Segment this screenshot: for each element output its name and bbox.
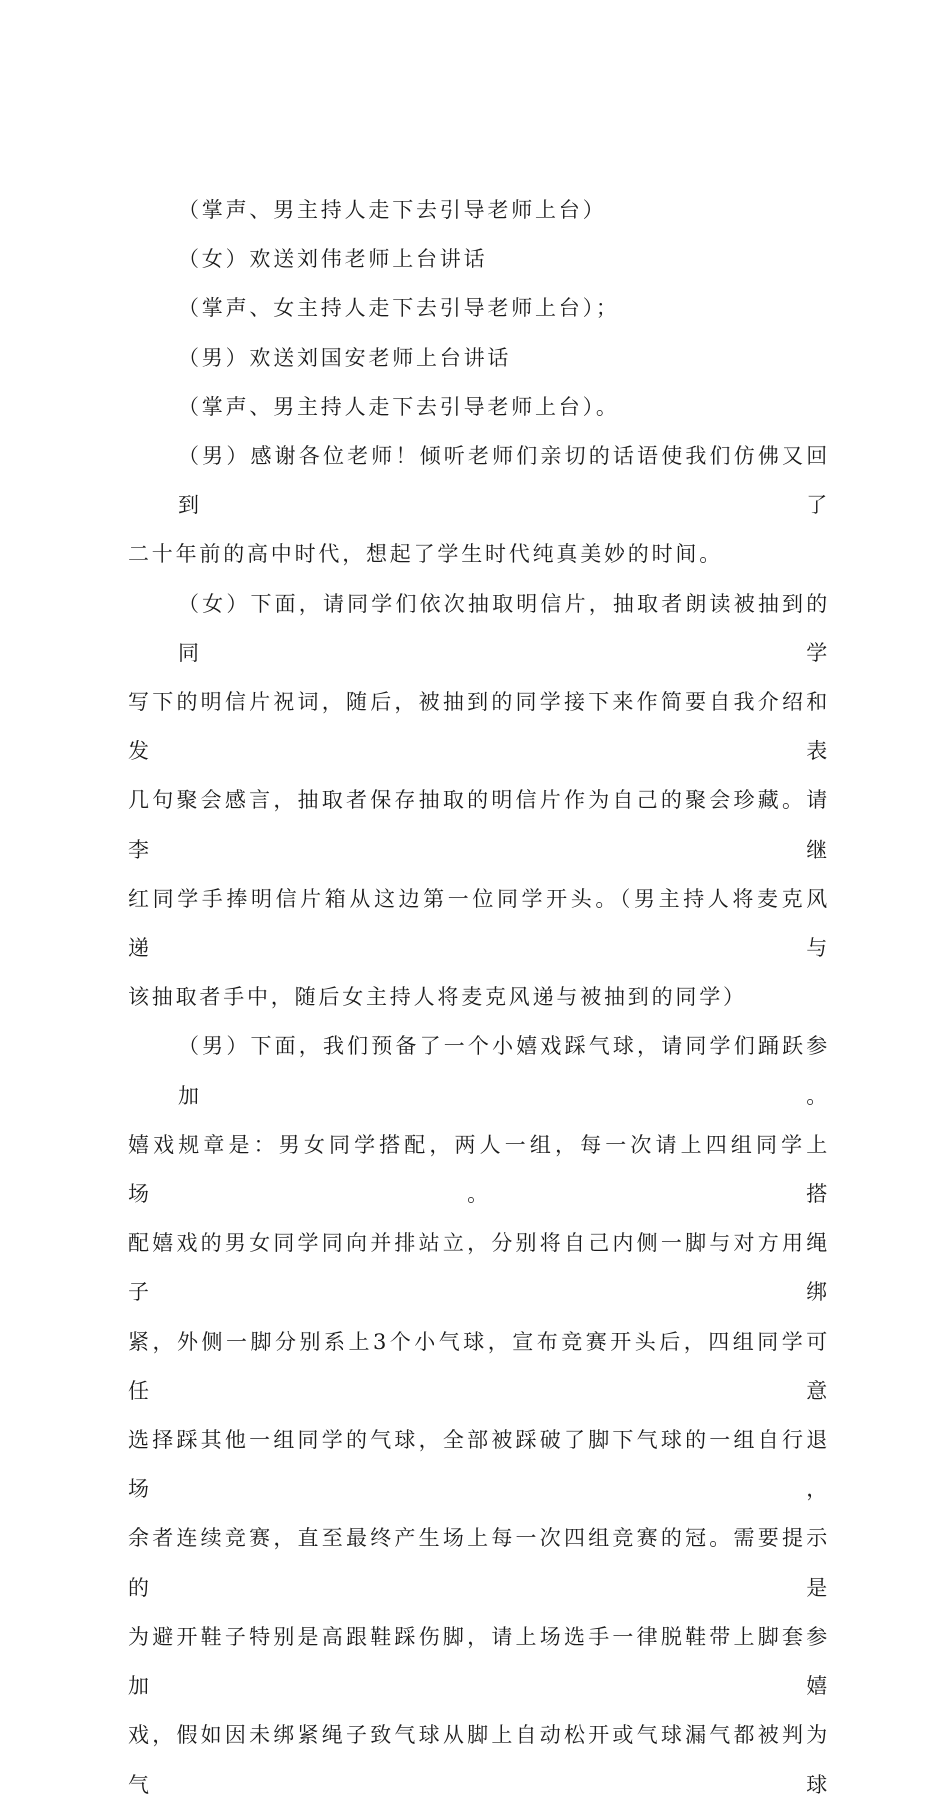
paragraph-line: 写下的明信片祝词，随后，被抽到的同学接下来作简要自我介绍和发表: [128, 690, 830, 764]
paragraph-line: 该抽取者手中，随后女主持人将麦克风递与被抽到的同学）: [128, 985, 747, 1010]
paragraph-line: 戏，假如因未绑紧绳子致气球从脚上自动松开或气球漏气都被判为气球: [128, 1723, 830, 1797]
paragraph-line: 红同学手捧明信片箱从这边第一位同学开头。（男主持人将麦克风递与: [128, 886, 830, 961]
document-page: [128, 186, 830, 1810]
dialogue-line: （女）欢送刘伟老师上台讲话: [178, 247, 488, 272]
paragraph-line: 余者连续竞赛，直至最终产生场上每一次四组竞赛的冠。需要提示的是: [128, 1526, 830, 1600]
paragraph-line: 紧，外侧一脚分别系上3个小气球，宣布竞赛开头后，四组同学可任意: [128, 1329, 830, 1403]
paragraph-line: 二十年前的高中时代，想起了学生时代纯真美妙的时间。: [128, 542, 723, 567]
stage-direction-line: （掌声、男主持人走下去引导老师上台）: [178, 198, 607, 222]
paragraph-line: 配嬉戏的男女同学同向并排站立，分别将自己内侧一脚与对方用绳子绑: [128, 1231, 830, 1305]
paragraph-line: 几句聚会感言，抽取者保存抽取的明信片作为自己的聚会珍藏。请李继: [128, 788, 830, 862]
paragraph-line: （男）感谢各位老师！倾听老师们亲切的话语使我们仿佛又回到了: [178, 444, 830, 518]
paragraph-line: （男）下面，我们预备了一个小嬉戏踩气球，请同学们踊跃参加。: [178, 1034, 830, 1108]
paragraph-line: 选择踩其他一组同学的气球，全部被踩破了脚下气球的一组自行退场，: [128, 1428, 830, 1502]
stage-direction-line: （掌声、女主持人走下去引导老师上台）；: [178, 296, 620, 321]
paragraph-line: （女）下面，请同学们依次抽取明信片，抽取者朗读被抽到的同学: [178, 591, 830, 665]
paragraph-line: 嬉戏规章是：男女同学搭配，两人一组，每一次请上四组同学上场。搭: [128, 1132, 830, 1207]
paragraph-line: 为避开鞋子特别是高跟鞋踩伤脚，请上场选手一律脱鞋带上脚套参加嬉: [128, 1624, 830, 1699]
dialogue-line: （男）欢送刘国安老师上台讲话: [178, 345, 512, 370]
stage-direction-line: （掌声、男主持人走下去引导老师上台）。: [178, 394, 620, 419]
